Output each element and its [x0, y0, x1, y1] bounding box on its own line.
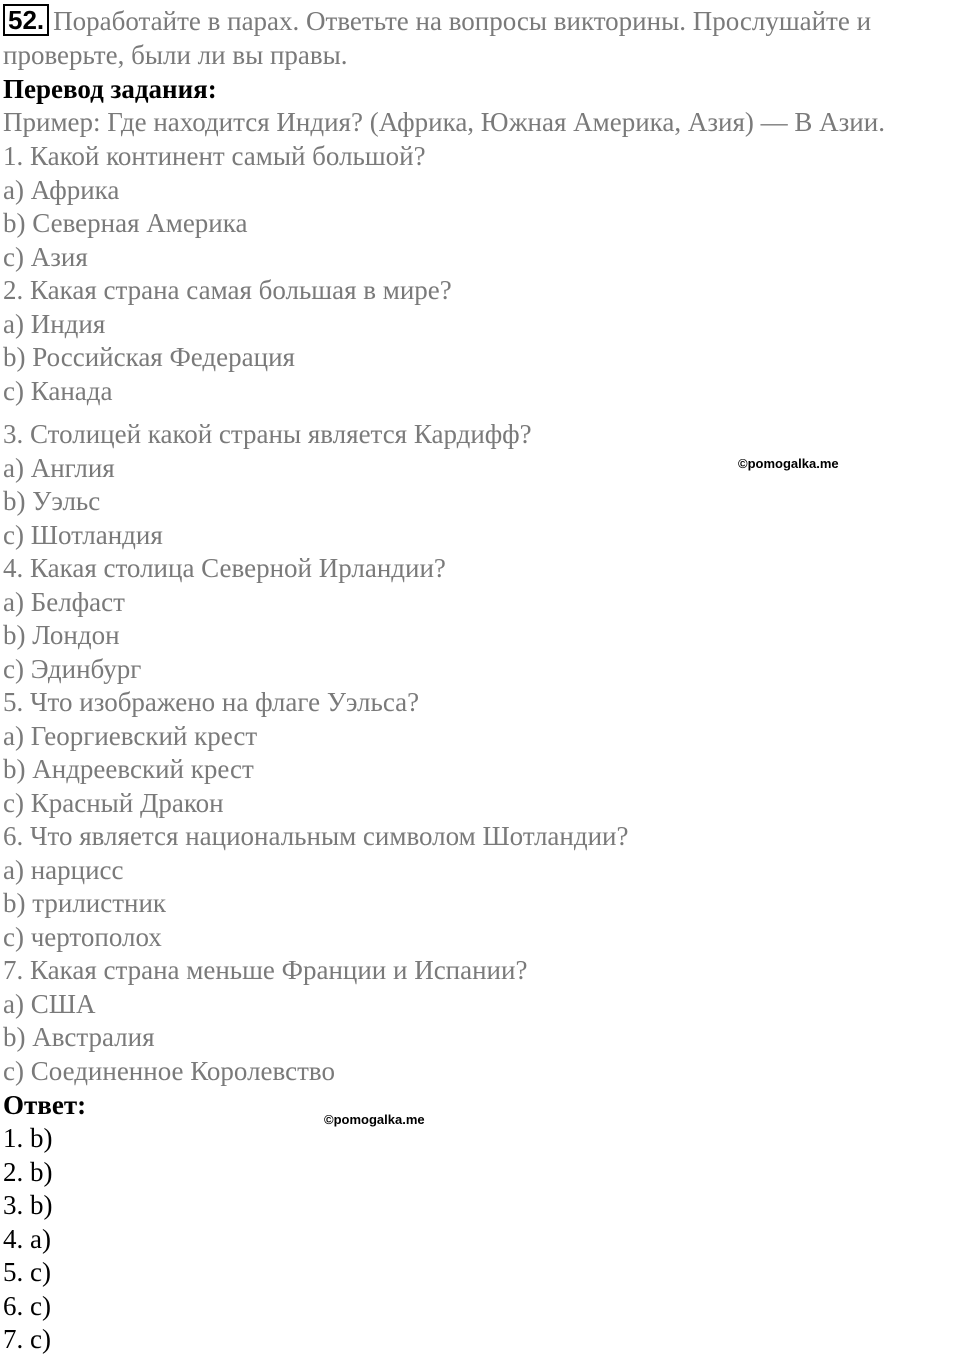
- quiz-line: a) Георгиевский крест: [3, 720, 258, 751]
- quiz-line: a) Белфаст: [3, 586, 125, 617]
- answer-list: [3, 1122, 53, 1357]
- quiz-line: 6. Что является национальным символом Шотландии?: [3, 821, 629, 851]
- watermark-top: ©pomogalka.me: [738, 456, 839, 471]
- quiz-line: c) Соединенное Королевство: [3, 1055, 335, 1086]
- example-block: [3, 106, 885, 140]
- quiz-line: 5. Что изображено на флаге Уэльса?: [3, 687, 420, 717]
- quiz-line: b) Лондон: [3, 620, 120, 650]
- quiz-line: 2. Какая страна самая большая в мире?: [3, 275, 452, 305]
- quiz-line: a) Англия: [3, 452, 115, 483]
- quiz-part-2: [3, 418, 628, 1088]
- translation-heading: Перевод задания:: [3, 74, 217, 104]
- example-line: Пример: Где находится Индия? (Африка, Южная Америка, Азия) — В Азии.: [3, 107, 885, 137]
- quiz-line: b) Российская Федерация: [3, 342, 295, 372]
- quiz-part-1: [3, 140, 452, 408]
- watermark-bottom: ©pomogalka.me: [324, 1112, 425, 1127]
- quiz-line: b) Андреевский крест: [3, 754, 254, 784]
- quiz-line: c) Азия: [3, 241, 88, 272]
- quiz-line: 7. Какая страна меньше Франции и Испании?: [3, 955, 528, 985]
- quiz-line: b) трилистник: [3, 888, 167, 918]
- quiz-line: c) Красный Дракон: [3, 787, 224, 818]
- task-text: Поработайте в парах. Ответьте на вопросы викторины. Прослушайте и проверьте, были ли вы правы.: [3, 6, 872, 70]
- answer-line: 5. c): [3, 1257, 51, 1287]
- quiz-line: b) Австралия: [3, 1022, 155, 1052]
- quiz-line: c) Эдинбург: [3, 653, 142, 684]
- quiz-line: 4. Какая столица Северной Ирландии?: [3, 553, 446, 583]
- quiz-line: a) США: [3, 988, 96, 1019]
- quiz-line: 3. Столицей какой страны является Кардифф?: [3, 419, 532, 449]
- quiz-line: 1. Какой континент самый большой?: [3, 141, 426, 171]
- answer-line: 2. b): [3, 1156, 53, 1187]
- answer-line: 4. a): [3, 1223, 51, 1254]
- quiz-line: c) Шотландия: [3, 519, 163, 550]
- quiz-line: c) Канада: [3, 375, 113, 406]
- quiz-line: a) нарцисс: [3, 854, 124, 885]
- answer-heading: Ответ:: [3, 1090, 87, 1120]
- quiz-line: b) Северная Америка: [3, 208, 248, 238]
- task-number: 52.: [3, 4, 49, 36]
- quiz-line: a) Индия: [3, 308, 106, 339]
- quiz-line: b) Уэльс: [3, 486, 101, 516]
- answer-line: 7. c): [3, 1324, 51, 1354]
- quiz-line: a) Африка: [3, 174, 120, 205]
- answer-line: 6. c): [3, 1290, 51, 1321]
- answer-line: 1. b): [3, 1123, 53, 1153]
- quiz-line: c) чертополох: [3, 921, 162, 952]
- task-statement: [3, 4, 953, 72]
- answer-line: 3. b): [3, 1190, 53, 1220]
